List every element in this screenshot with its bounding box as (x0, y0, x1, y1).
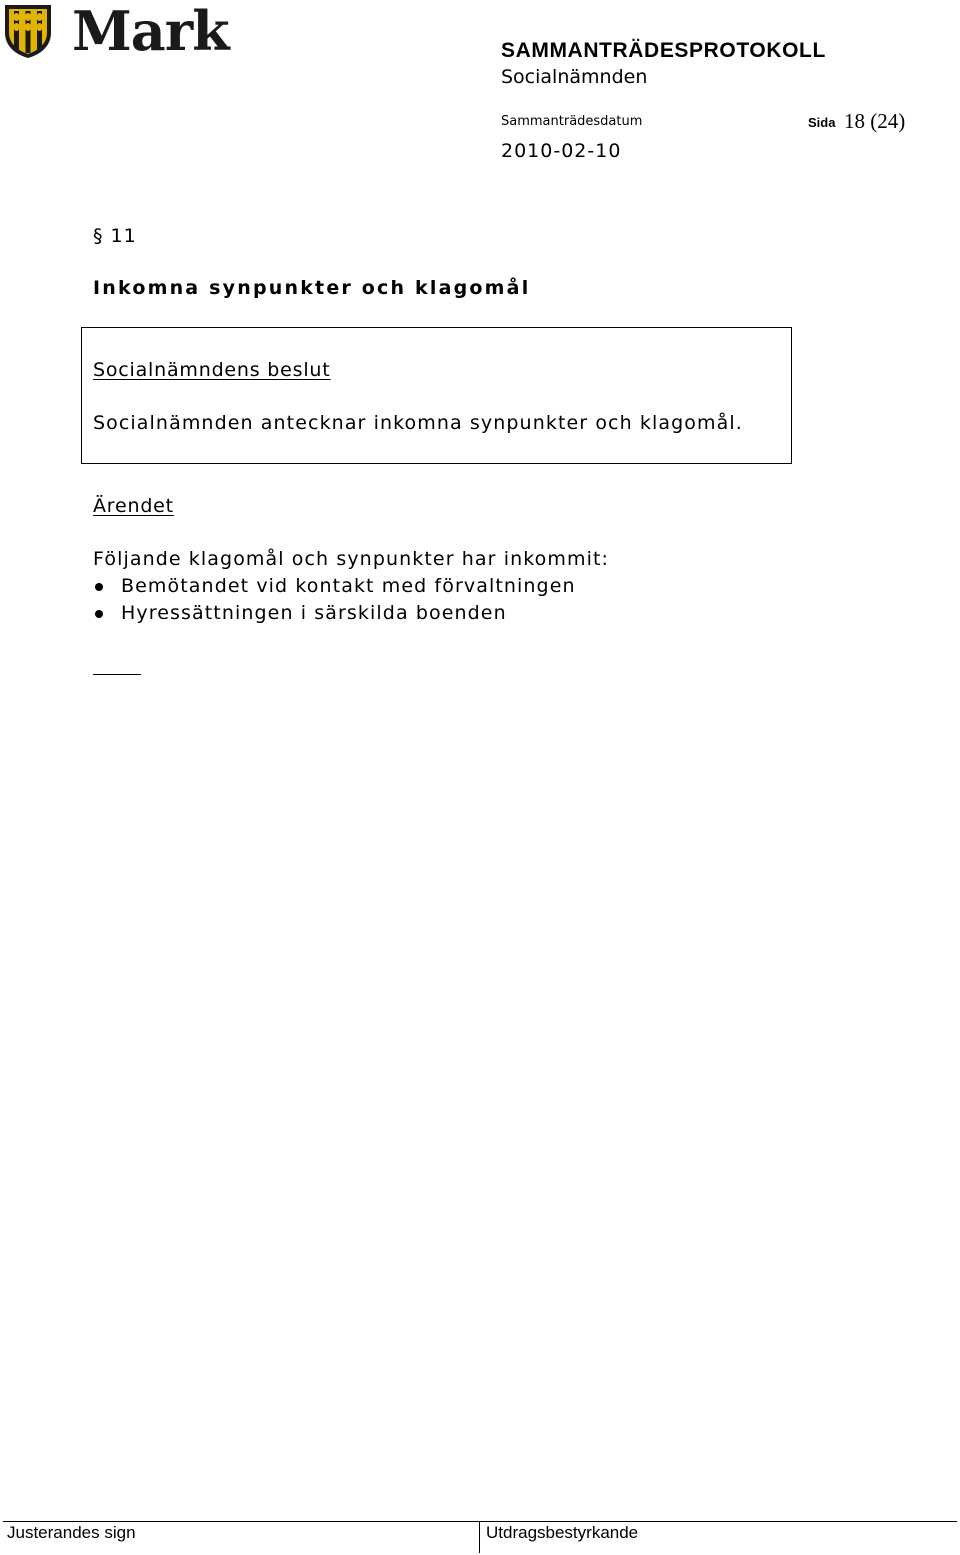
certification-field-label: Utdragsbestyrkande (486, 1523, 639, 1542)
committee-name: Socialnämnden (501, 66, 648, 88)
meeting-date-label: Sammanträdesdatum (501, 114, 643, 129)
decision-heading: Socialnämndens beslut (93, 359, 331, 381)
document-type: SAMMANTRÄDESPROTOKOLL (501, 39, 826, 62)
section-title: Inkomna synpunkter och klagomål (93, 277, 531, 299)
complaint-list (93, 573, 576, 627)
paragraph-number: § 11 (93, 225, 137, 247)
page-label: Sida (808, 115, 836, 130)
matter-heading: Ärendet (93, 495, 174, 517)
footer-divider (479, 1521, 480, 1553)
meeting-date: 2010-02-10 (501, 140, 622, 162)
footer-rule (3, 1521, 957, 1522)
page-number: 18 (24) (844, 109, 906, 133)
matter-intro: Följande klagomål och synpunkter har inkommit: (93, 548, 610, 570)
decision-box (81, 327, 792, 464)
signature-field-label: Justerandes sign (7, 1523, 136, 1542)
municipality-coat-of-arms (3, 3, 53, 59)
footnote-separator (93, 674, 141, 675)
decision-text: Socialnämnden antecknar inkomna synpunkter och klagomål. (93, 412, 743, 434)
list-item: Hyressättningen i särskilda boenden (93, 600, 576, 627)
list-item: Bemötandet vid kontakt med förvaltningen (93, 573, 576, 600)
logo-wordmark: Mark (72, 0, 229, 63)
